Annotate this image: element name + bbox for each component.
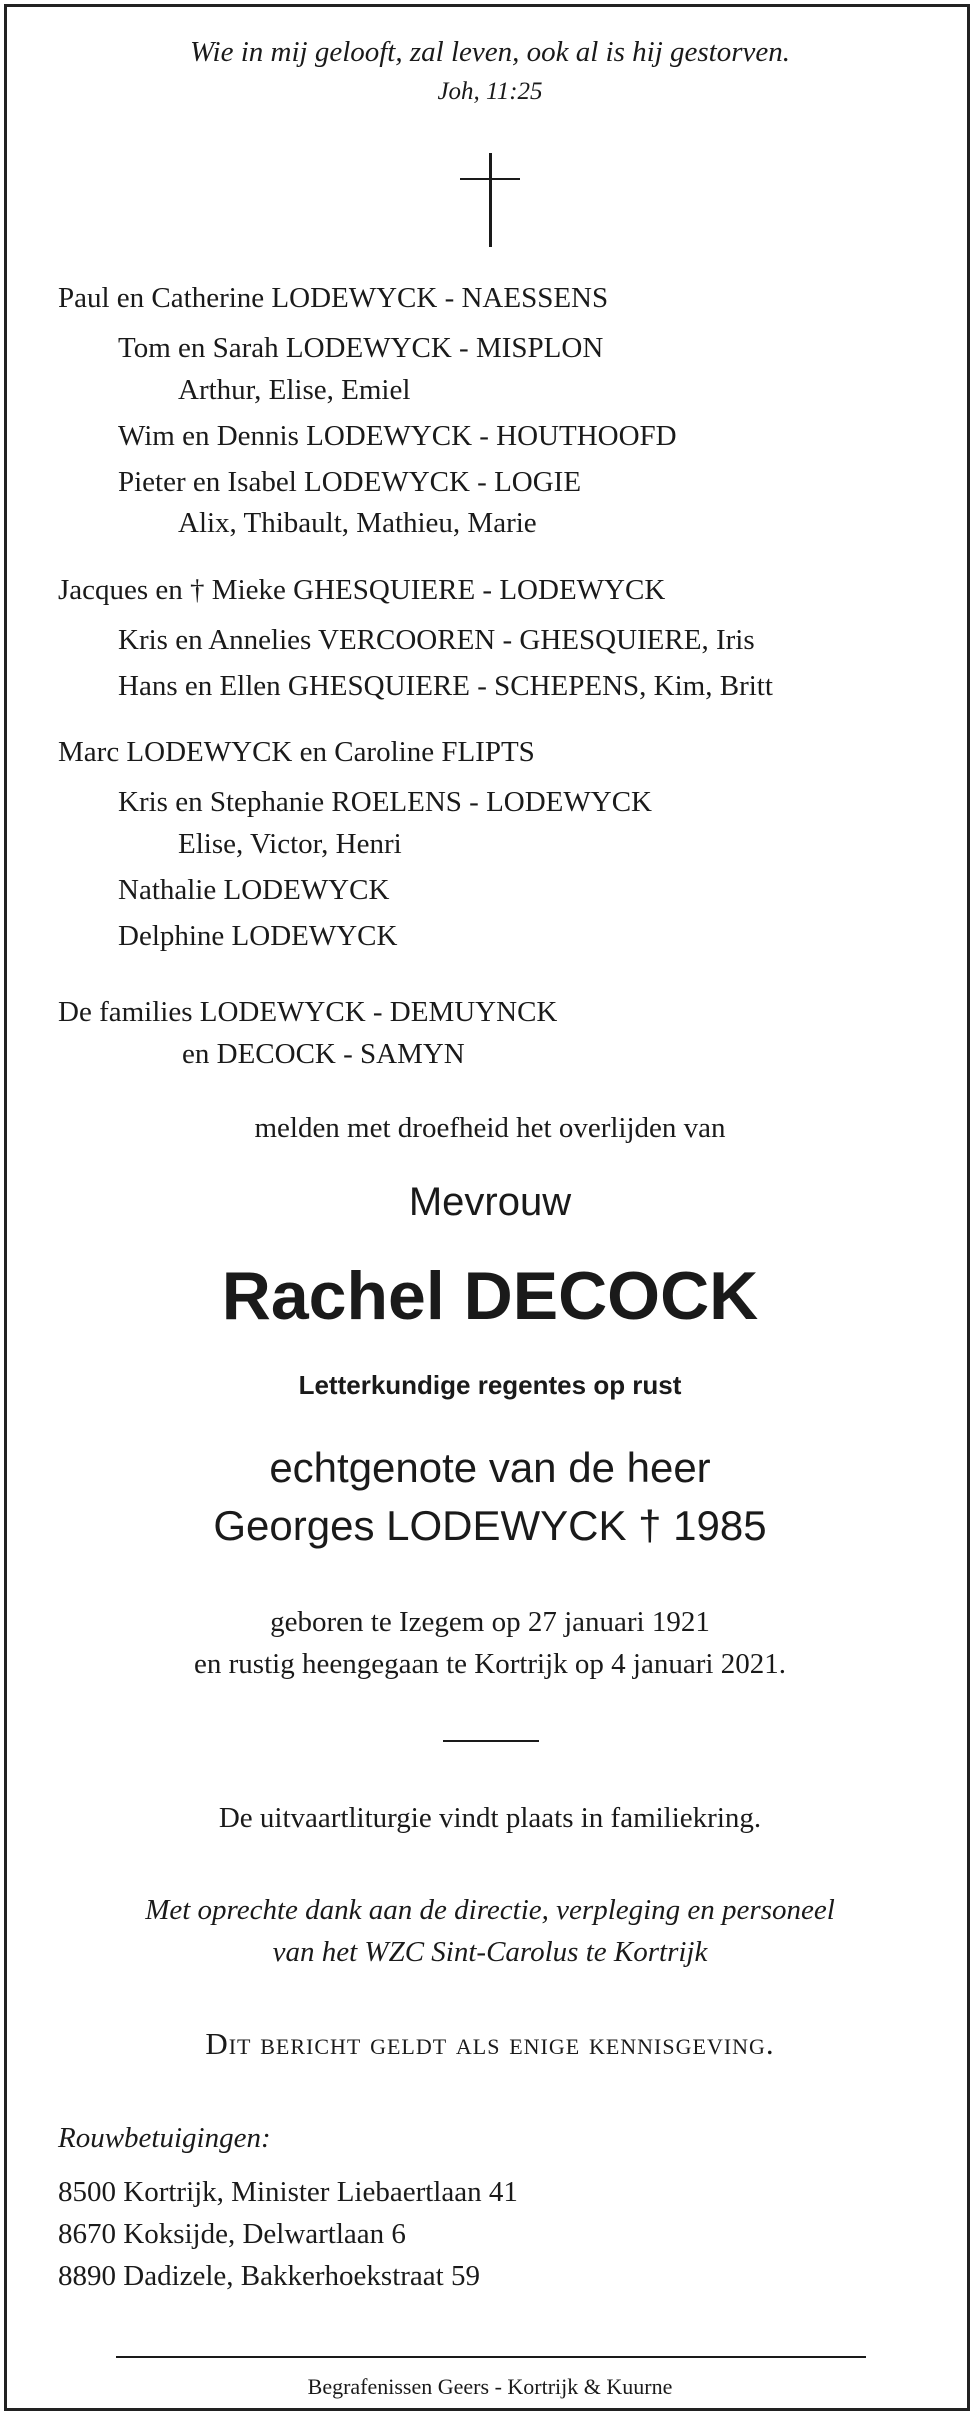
family-member: Wim en Dennis LODEWYCK - HOUTHOOFD — [118, 420, 677, 452]
address: 8670 Koksijde, Delwartlaan 6 — [58, 2218, 406, 2250]
thanks-line-2: van het WZC Sint-Carolus te Kortrijk — [272, 1936, 708, 1968]
bible-reference: Joh, 11:25 — [437, 78, 543, 105]
family-member: Tom en Sarah LODEWYCK - MISPLON — [118, 332, 604, 364]
address: 8890 Dadizele, Bakkerhoekstraat 59 — [58, 2260, 480, 2292]
family-member: Hans en Ellen GHESQUIERE - SCHEPENS, Kim, Britt — [118, 670, 773, 702]
funeral-home: Begrafenissen Geers - Kortrijk & Kuurne — [307, 2374, 673, 2399]
family-member: Nathalie LODEWYCK — [118, 874, 390, 906]
family-member: Delphine LODEWYCK — [118, 920, 398, 952]
family-head: De families LODEWYCK - DEMUYNCK — [58, 996, 558, 1028]
family-member: Kris en Annelies VERCOOREN - GHESQUIERE, Iris — [118, 624, 755, 656]
birth-date: geboren te Izegem op 27 januari 1921 — [270, 1606, 710, 1638]
deceased-name: Rachel DECOCK — [221, 1258, 759, 1334]
family-head: Paul en Catherine LODEWYCK - NAESSENS — [58, 282, 609, 314]
occupation: Letterkundige regentes op rust — [298, 1370, 682, 1400]
announcement: melden met droefheid het overlijden van — [254, 1112, 726, 1144]
family-member: en DECOCK - SAMYN — [182, 1038, 465, 1070]
footer-divider — [116, 2356, 866, 2358]
family-grandchildren: Elise, Victor, Henri — [178, 828, 402, 860]
family-member: Pieter en Isabel LODEWYCK - LOGIE — [118, 466, 582, 498]
funeral-info: De uitvaartliturgie vindt plaats in familiekring. — [218, 1802, 762, 1834]
divider — [443, 1740, 539, 1742]
family-grandchildren: Alix, Thibault, Mathieu, Marie — [178, 507, 537, 539]
family-head: Jacques en † Mieke GHESQUIERE - LODEWYCK — [58, 574, 666, 606]
bible-quote: Wie in mij gelooft, zal leven, ook al is hij gestorven. — [189, 36, 791, 68]
address: 8500 Kortrijk, Minister Liebaertlaan 41 — [58, 2176, 518, 2208]
family-head: Marc LODEWYCK en Caroline FLIPTS — [58, 736, 535, 768]
death-date: en rustig heengegaan te Kortrijk op 4 januari 2021. — [194, 1648, 786, 1680]
salutation: Mevrouw — [408, 1180, 572, 1224]
thanks-line-1: Met oprechte dank aan de directie, verpleging en personeel — [145, 1894, 835, 1926]
spouse-line-2: Georges LODEWYCK † 1985 — [213, 1502, 767, 1549]
notice-statement: Dit bericht geldt als enige kennisgeving. — [205, 2026, 775, 2061]
family-member: Kris en Stephanie ROELENS - LODEWYCK — [118, 786, 652, 818]
condolences-title: Rouwbetuigingen: — [58, 2122, 271, 2154]
spouse-line-1: echtgenote van de heer — [269, 1444, 711, 1491]
family-grandchildren: Arthur, Elise, Emiel — [178, 374, 411, 406]
